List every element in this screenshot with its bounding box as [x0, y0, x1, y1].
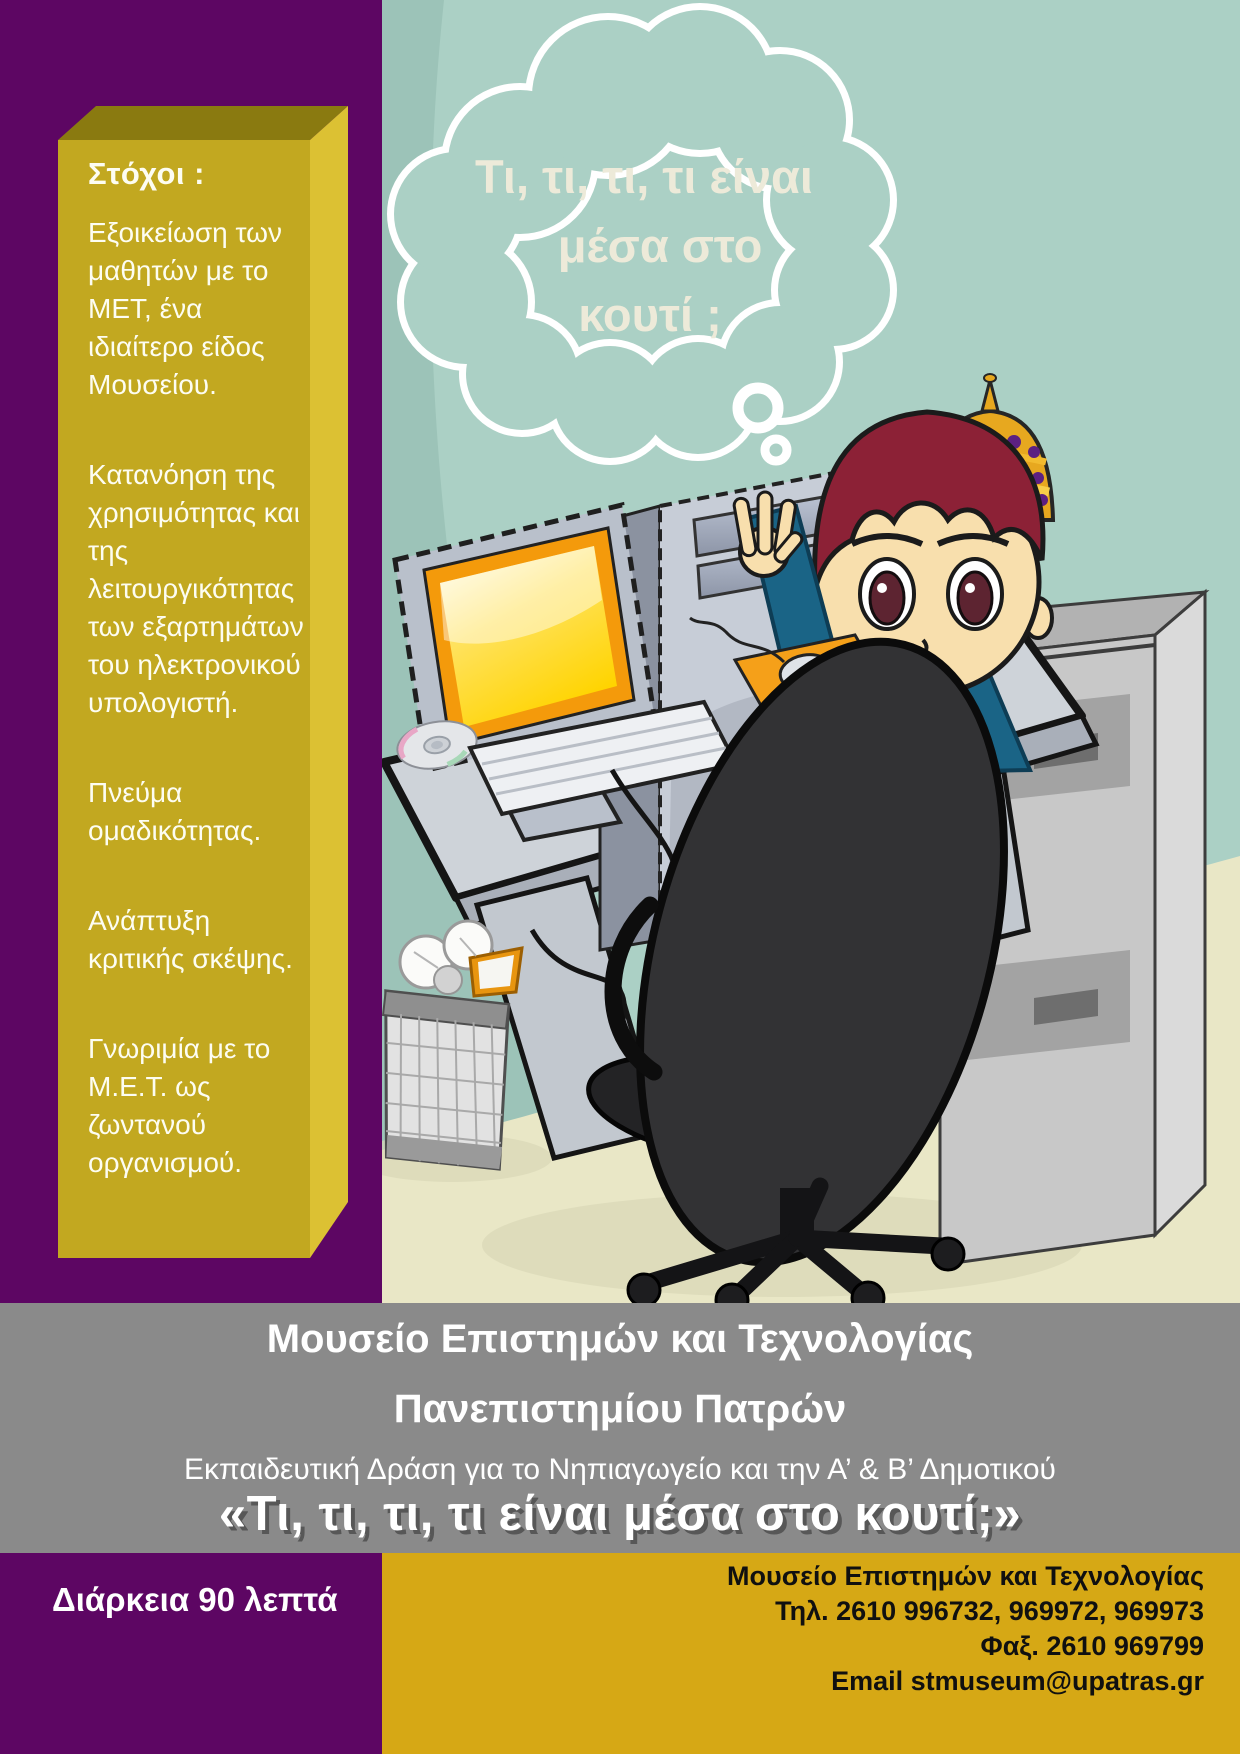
- objectives-title: Στόχοι :: [88, 156, 205, 191]
- contact-phone: Τηλ. 2610 996732, 969972, 969973: [775, 1596, 1204, 1626]
- objectives-box-top-face: [58, 106, 348, 140]
- bubble-text-line-2: μέσα στο: [557, 219, 763, 272]
- activity-subtitle: Εκπαιδευτική Δράση για το Νηπιαγωγείο και την Α’ & Β’ Δημοτικού: [184, 1453, 1056, 1486]
- title-band: [0, 1303, 1240, 1553]
- objective-item: Πνεύμα ομαδικότητας.: [88, 777, 262, 846]
- objectives-box-side-face: [310, 106, 348, 1258]
- bubble-tail-large: [738, 388, 778, 428]
- bubble-tail-small: [765, 439, 787, 461]
- contact-fax: Φαξ. 2610 969799: [980, 1631, 1204, 1661]
- activity-headline: «Τι, τι, τι, τι είναι μέσα στο κουτί;»: [218, 1487, 1022, 1541]
- left-purple-column: [0, 0, 382, 1303]
- museum-name-line1: Μουσείο Επιστημών και Τεχνολογίας: [266, 1317, 974, 1361]
- duration-block: [0, 1553, 382, 1754]
- objective-item: Ανάπτυξη κριτικής σκέψης.: [88, 905, 293, 974]
- objective-item: Εξοικείωση των μαθητών με το ΜΕΤ, ένα ιδιαίτερο είδος Μουσείου.: [88, 217, 282, 400]
- objectives-text: [88, 156, 312, 1234]
- cartoon-illustration: [382, 0, 1240, 1303]
- contact-block: [382, 1553, 1240, 1754]
- objective-item: Κατανόηση της χρησιμότητας και της λειτουργικότητας των εξαρτημάτων του ηλεκτρονικού υπολογιστή.: [88, 459, 304, 718]
- waste-basket: [382, 984, 517, 1175]
- objective-item: Γνωριμία με το Μ.Ε.Τ. ως ζωντανού οργανισμού.: [88, 1033, 271, 1178]
- bubble-text-line-3: κουτί ;: [578, 288, 722, 341]
- duration-text: Διάρκεια 90 λεπτά: [52, 1581, 338, 1618]
- contact-org: Μουσείο Επιστημών και Τεχνολογίας: [727, 1561, 1204, 1591]
- bubble-text-line-1: Τι, τι, τι, τι είναι: [475, 150, 813, 203]
- contact-email: Email stmuseum@upatras.gr: [831, 1666, 1204, 1696]
- museum-name-line2: Πανεπιστημίου Πατρών: [393, 1387, 847, 1431]
